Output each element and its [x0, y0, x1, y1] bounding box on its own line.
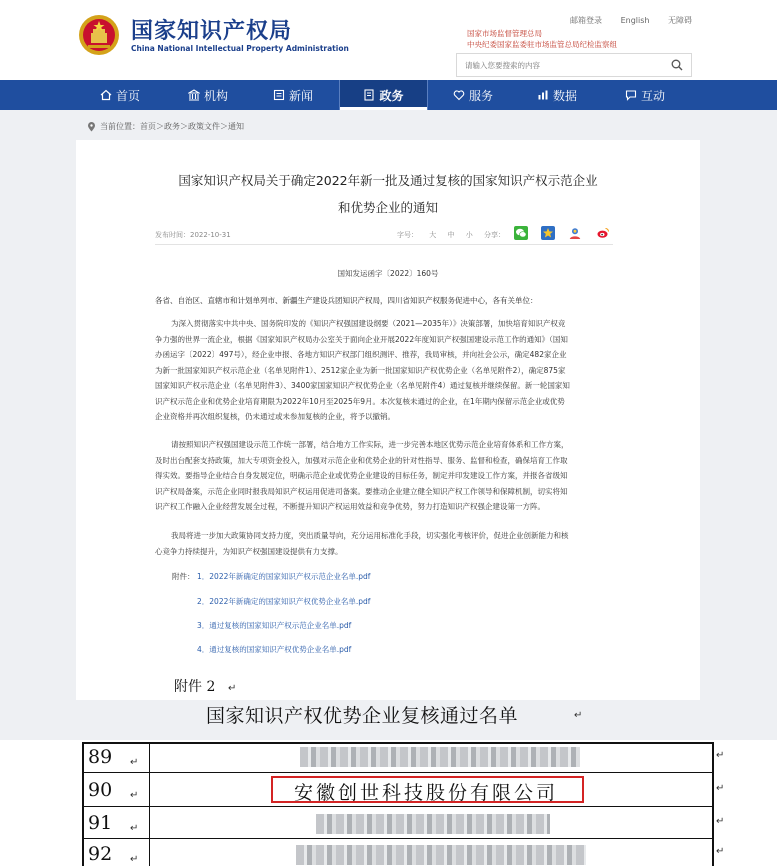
nav-item-institution[interactable]	[177, 80, 239, 110]
excerpt-title: 国家知识产权优势企业复核通过名单	[206, 705, 519, 727]
paragraph-line: 得实效。要指导企业结合自身发展定位，明确示范企业或优势企业建设的目标任务，制定并印发建设工作方案，并报各省级知	[155, 471, 568, 480]
site-name-en: China National Intellectual Property Administration	[131, 44, 349, 53]
redacted-company-name	[300, 747, 580, 767]
paragraph-mark-icon: ↵	[716, 816, 725, 827]
nav-item-home[interactable]	[90, 80, 150, 110]
paragraph-line: 识产权工作融入企业经营发展全过程，不断提升知识产权运用效益和竞争优势，努力打造知识产权强企建设第一方阵。	[155, 502, 545, 511]
publish-date: 发布时间：2022-10-31	[155, 231, 231, 239]
news-icon	[273, 89, 285, 101]
font-size-small-button[interactable]: 小	[465, 231, 473, 239]
font-size-controls	[397, 230, 473, 240]
nav-item-interaction[interactable]	[614, 80, 676, 110]
search-box	[456, 53, 692, 77]
table-border	[712, 742, 714, 866]
home-icon	[100, 89, 112, 101]
redacted-company-name	[316, 814, 550, 834]
attachment-link-1[interactable]: 1．2022年新确定的国家知识产权示范企业名单.pdf	[197, 572, 371, 581]
addressee: 各省、自治区、直辖市和计划单列市、新疆生产建设兵团知识产权局，四川省知识产权服务促进中心，各有关单位：	[155, 296, 538, 305]
row-number: 92	[88, 843, 113, 865]
paragraph-mark-icon: ↵	[130, 823, 139, 834]
search-icon	[671, 59, 683, 71]
wechat-icon[interactable]	[514, 226, 528, 240]
nav-label: 政务	[379, 88, 404, 103]
paragraph-line: 办函运字〔2022〕497号），经企业申报、各地方知识产权部门组织测评、推荐，我局审核，并向社会公示，确定482家企业	[155, 350, 567, 359]
article-paragraph-3	[155, 528, 613, 559]
nav-item-service[interactable]	[442, 80, 504, 110]
paragraph-mark-icon: ↵	[716, 783, 725, 794]
meta-divider	[155, 244, 613, 245]
table-border	[82, 806, 714, 807]
article-paragraph-1	[155, 316, 613, 425]
nav-label: 数据	[552, 88, 577, 103]
article-title-line-2: 和优势企业的通知	[337, 200, 438, 215]
red-highlight-box	[271, 776, 584, 803]
paragraph-line: 企业资格并再次组织复核，仍未通过或未参加复核的企业，将予以撤销。	[155, 412, 395, 421]
english-link[interactable]: English	[620, 16, 650, 25]
star-icon[interactable]	[541, 226, 555, 240]
row-number: 89	[88, 746, 113, 768]
service-icon	[453, 89, 465, 101]
nav-item-news[interactable]	[262, 80, 324, 110]
nav-item-data[interactable]	[526, 80, 588, 110]
paragraph-line: 为新一批国家知识产权示范企业（名单见附件1）、2512家企业为新一批国家知识产权优势企业（名单见附件2），确定875家	[155, 365, 566, 375]
paragraph-mark-icon: ↵	[716, 846, 725, 857]
data-icon	[537, 89, 549, 101]
attachment-link-4[interactable]: 4．通过复核的国家知识产权优势企业名单.pdf	[197, 645, 352, 654]
attachment-link-3[interactable]: 3．通过复核的国家知识产权示范企业名单.pdf	[197, 621, 352, 630]
institution-icon	[188, 89, 200, 101]
paragraph-mark-icon: ↵	[228, 683, 237, 694]
excerpt-attachment-label: 附件 2	[174, 679, 216, 695]
weibo-icon[interactable]	[596, 226, 610, 240]
attachments-label: 附件：	[172, 572, 195, 581]
mail-login-link[interactable]: 邮箱登录	[570, 16, 603, 25]
article-paragraph-2	[155, 437, 613, 515]
font-size-large-button[interactable]: 大	[429, 231, 437, 239]
paragraph-line: 心竞争力持续提升，为知识产权强国建设提供有力支撑。	[155, 546, 343, 556]
row-number: 90	[88, 779, 113, 801]
paragraph-line: 争力强的世界一流企业，根据《国家知识产权局办公室关于面向企业开展2022年度知识产权强国建设示范工作的通知》（国知	[155, 334, 568, 344]
profile-icon[interactable]	[568, 226, 582, 240]
nav-label: 互动	[640, 88, 665, 103]
redacted-company-name	[296, 845, 586, 865]
breadcrumb	[87, 121, 244, 132]
table-border	[82, 742, 714, 744]
interaction-icon	[625, 89, 637, 101]
font-size-medium-button[interactable]: 中	[447, 231, 455, 239]
nav-label: 服务	[468, 88, 493, 103]
paragraph-line: 识产权示范企业和优势企业培育期限为2022年10月至2025年9月。本次复核未通过的企业，在1年期内保留示范企业或优势	[155, 396, 565, 406]
search-button[interactable]	[663, 54, 691, 76]
paragraph-mark-icon: ↵	[130, 854, 139, 865]
row-number: 91	[88, 812, 113, 834]
article-title-line-1: 国家知识产权局关于确定2022年新一批及通过复核的国家知识产权示范企业	[178, 173, 598, 188]
highlighted-company-name: 安徽创世科技股份有限公司	[294, 782, 559, 804]
paragraph-line: 及时出台配套支持政策，加大专项资金投入，加强对示范企业和优势企业的针对性指导、服务、监督和检查，确保培育工作取	[155, 455, 568, 465]
paragraph-line: 我局将进一步加大政策协同支持力度，突出质量导向，充分运用标准化手段，切实强化考核评价，促进企业创新能力和核	[171, 531, 569, 540]
discipline-inspection-link[interactable]: 中央纪委国家监委驻市场监管总局纪检监察组	[467, 40, 617, 49]
table-border	[82, 742, 84, 866]
table-border	[82, 838, 714, 839]
breadcrumb-text[interactable]: 当前位置：首页＞政务＞政策文件＞通知	[100, 122, 244, 131]
nav-label: 新闻	[288, 88, 313, 103]
nav-label: 首页	[115, 88, 140, 103]
top-links	[554, 15, 692, 26]
national-emblem-icon[interactable]	[78, 14, 120, 56]
paragraph-line: 国家知识产权示范企业（名单见附件3）、3400家国家知识产权优势企业（名单见附件4）通过复核并继续保留。新一轮国家知	[155, 381, 570, 390]
paragraph-line: 识产权局备案，示范企业同时报我局知识产权运用促进司备案。要推动企业建立健全知识产权工作领导和保障机制，切实将知	[155, 486, 568, 496]
paragraph-mark-icon: ↵	[130, 790, 139, 801]
search-input[interactable]	[457, 54, 662, 76]
main-nav	[0, 80, 777, 110]
paragraph-mark-icon: ↵	[716, 750, 725, 761]
location-pin-icon	[87, 122, 96, 132]
paragraph-mark-icon: ↵	[574, 710, 583, 721]
paragraph-line: 请按照知识产权强国建设示范工作统一部署，结合地方工作实际，进一步完善本地区优势示范企业培育体系和工作方案，	[171, 440, 569, 449]
paragraph-line: 为深入贯彻落实中共中央、国务院印发的《知识产权强国建设纲要（2021—2035年）》决策部署，加快培育知识产权竞	[171, 319, 566, 328]
share-label: 分享：	[484, 231, 505, 239]
paragraph-mark-icon: ↵	[130, 757, 139, 768]
table-border	[82, 772, 714, 773]
font-size-label: 字号：	[397, 231, 418, 239]
nav-label: 机构	[203, 88, 228, 103]
samr-link[interactable]: 国家市场监督管理总局	[467, 29, 542, 38]
document-number: 国知发运函字〔2022〕160号	[337, 269, 439, 278]
accessibility-link[interactable]: 无障碍	[668, 16, 692, 25]
government-icon	[363, 89, 375, 101]
site-name-cn[interactable]: 国家知识产权局	[131, 19, 293, 44]
site-header	[0, 0, 777, 80]
table-border	[149, 742, 150, 866]
nav-item-government[interactable]	[339, 80, 428, 110]
attachment-link-2[interactable]: 2．2022年新确定的国家知识产权优势企业名单.pdf	[197, 597, 371, 606]
